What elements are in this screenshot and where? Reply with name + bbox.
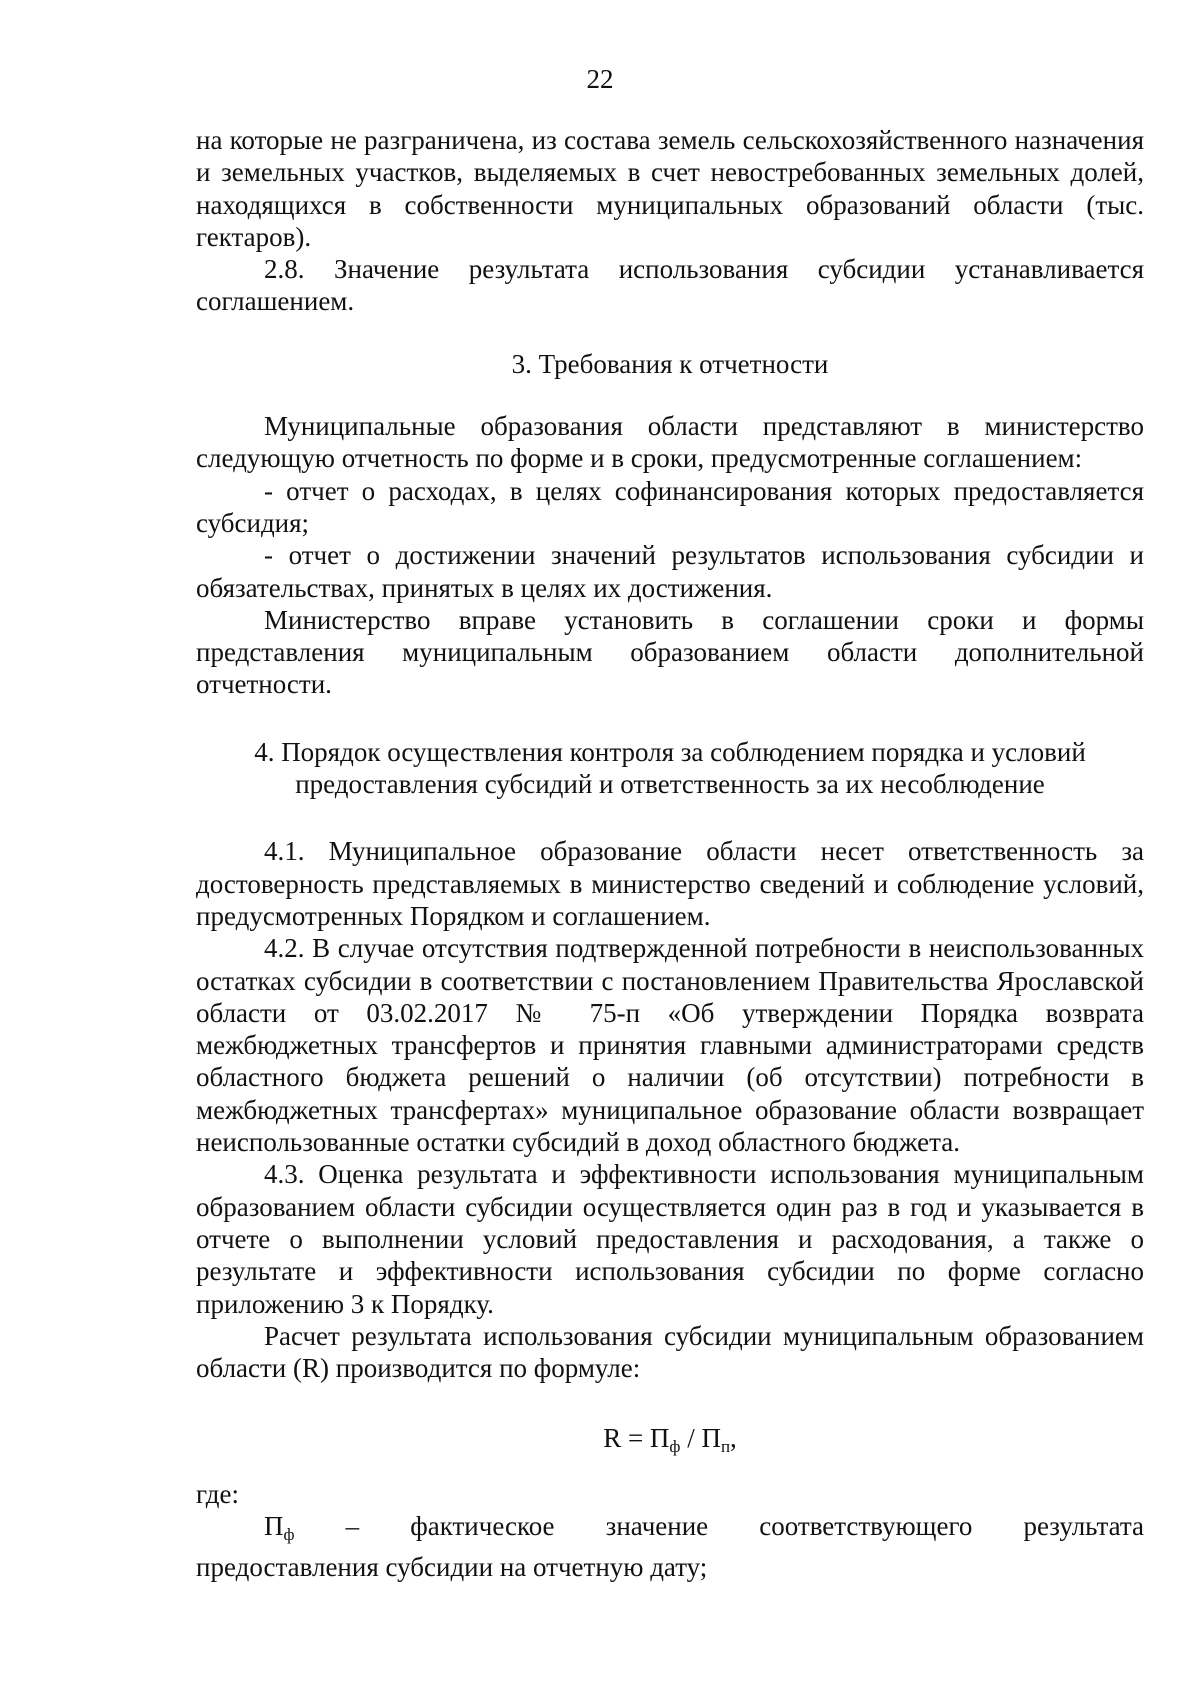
- paragraph-calculation: Расчет результата использования субсидии муниципальным образованием области (R) производится по формуле:: [196, 1320, 1144, 1384]
- page-number: 22: [586, 64, 614, 94]
- definition-symbol-sub: ф: [283, 1524, 295, 1544]
- formula-divider: / П: [680, 1423, 721, 1454]
- definition-line: [196, 1510, 1144, 1551]
- definition-symbol-main: П: [264, 1510, 284, 1541]
- paragraph-4-3: 4.3. Оценка результата и эффективности использования муниципальным образованием области субсидии осуществляется один раз в год и указывается в отчете о выполнении условий предоставления и расходования, а также о результате и эффективности использования субсидии по форме согласно приложению 3 к Порядку.: [196, 1159, 1144, 1319]
- section-4-heading: [196, 736, 1144, 801]
- definition-word-4: результата: [1023, 1510, 1144, 1541]
- formula-sub-fact: ф: [669, 1437, 681, 1457]
- section-4-heading-line-1: 4. Порядок осуществления контроля за соблюдением порядка и условий: [254, 736, 1086, 767]
- definition-word-3: соответствующего: [759, 1510, 973, 1541]
- definition-dash: –: [345, 1510, 360, 1541]
- document-body: [196, 124, 1144, 1584]
- paragraph-3-4: Министерство вправе установить в соглашении сроки и формы представления муниципальным образованием области дополнительной отчетности.: [196, 604, 1144, 700]
- formula: [196, 1422, 1144, 1463]
- paragraph-intro: на которые не разграничена, из состава земель сельскохозяйственного назначения и земельных участков, выделяемых в счет невостребованных земельных долей, находящихся в собственности муниципальных образований области (тыс. гектаров).: [196, 125, 1144, 252]
- formula-end: ,: [730, 1423, 737, 1454]
- section-3-heading: 3. Требования к отчетности: [511, 348, 829, 379]
- paragraph-3-3: - отчет о достижении значений результатов использования субсидии и обязательствах, принятых в целях их достижения.: [196, 540, 1144, 603]
- formula-sub-plan: п: [720, 1437, 731, 1457]
- where-label: где:: [196, 1478, 239, 1509]
- formula-lhs: R = П: [603, 1423, 670, 1454]
- paragraph-4-2: 4.2. В случае отсутствия подтвержденной потребности в неиспользованных остатках субсидии в соответствии с постановлением Правительства Ярославской области от 03.02.2017 № 75-п «Об утверждении Порядка возврата межбюджетных трансфертов и принятия главными администраторами средств областного бюджета решений о наличии (об отсутствии) потребности в межбюджетных трансфертах» муниципальное образование области возвращает неиспользованные остатки субсидий в доход областного бюджета.: [196, 933, 1144, 1158]
- definition-symbol: [264, 1510, 295, 1551]
- definition-continuation: предоставления субсидии на отчетную дату;: [196, 1552, 708, 1583]
- section-4-heading-line-2: предоставления субсидий и ответственность за их несоблюдение: [295, 769, 1045, 800]
- paragraph-4-1: 4.1. Муниципальное образование области несет ответственность за достоверность представляемых в министерство сведений и соблюдение условий, предусмотренных Порядком и соглашением.: [196, 836, 1144, 931]
- paragraph-3-2: - отчет о расходах, в целях софинансирования которых предоставляется субсидия;: [196, 475, 1144, 538]
- definition-word-1: фактическое: [410, 1510, 555, 1541]
- paragraph-3-1: Муниципальные образования области представляют в министерство следующую отчетность по форме и в сроки, предусмотренные соглашением:: [196, 411, 1144, 474]
- paragraph-2-8: 2.8. Значение результата использования субсидии устанавливается соглашением.: [196, 254, 1144, 317]
- definition-word-2: значение: [605, 1510, 709, 1541]
